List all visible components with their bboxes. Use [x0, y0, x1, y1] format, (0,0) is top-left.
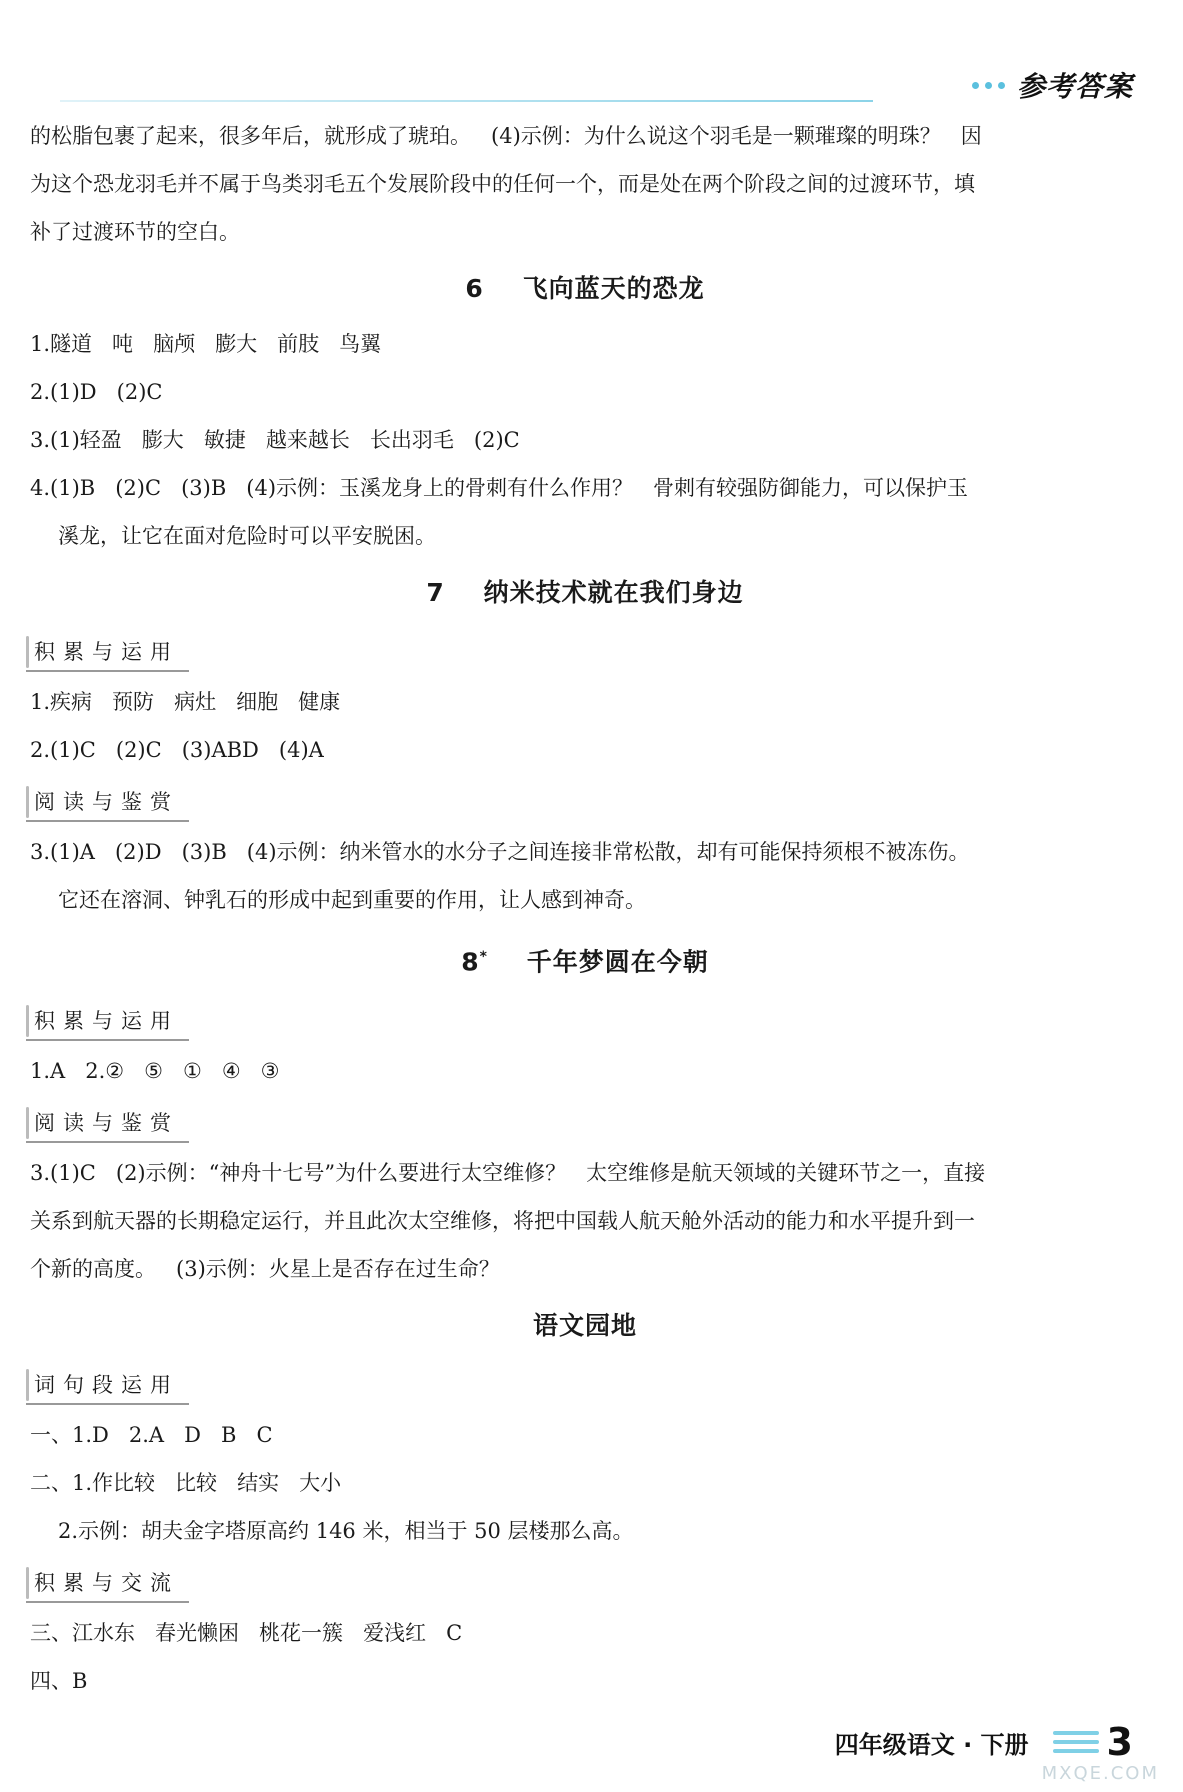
- subsection-tag-row: [30, 624, 1140, 678]
- subsection-tag-row: [30, 774, 1140, 828]
- page-footer: [835, 1722, 1133, 1762]
- header-title: 参考答案: [1016, 70, 1133, 103]
- page-number: 3: [1106, 1720, 1133, 1764]
- section-number: 8: [461, 947, 480, 977]
- subsection-tag: 词句段运用: [26, 1367, 189, 1405]
- answer-line: 个新的高度。 (3)示例：火星上是否存在过生命？: [30, 1257, 500, 1282]
- subsection-tag-row: [30, 1555, 1140, 1609]
- answer-line: 三、江水东 春光懒困 桃花一簇 爱浅红 C: [30, 1621, 463, 1646]
- section-title: 千年梦圆在今朝: [487, 947, 709, 977]
- watermark: MXQE.COM: [1041, 1763, 1159, 1784]
- answer-line: 4.(1)B (2)C (3)B (4)示例：玉溪龙身上的骨刺有什么作用？ 骨刺有较强防御能力，可以保护玉: [30, 476, 969, 500]
- footer-bars-icon: [1053, 1731, 1099, 1753]
- answer-line: 2.(1)D (2)C: [30, 380, 163, 404]
- page-header: [40, 62, 1133, 108]
- answer-line: 二、1.作比较 比较 结实 大小: [30, 1471, 342, 1496]
- section-heading: 7 纳米技术就在我们身边: [426, 578, 744, 607]
- answer-line: 1.疾病 预防 病灶 细胞 健康: [30, 690, 341, 714]
- subsection-tag: 积累与运用: [26, 634, 189, 672]
- section-heading: 语文园地: [532, 1311, 637, 1341]
- answer-line: 2.示例：胡夫金字塔原高约 146 米，相当于 50 层楼那么高。: [58, 1519, 634, 1544]
- answer-line: 四、B: [30, 1669, 88, 1694]
- answer-line: 1.隧道 吨 脑颅 膨大 前肢 鸟翼: [30, 332, 382, 356]
- subsection-tag-row: [30, 1357, 1140, 1411]
- header-dots-icon: [972, 82, 1005, 89]
- subsection-tag: 阅读与鉴赏: [26, 1105, 189, 1143]
- subsection-tag-row: [30, 1095, 1140, 1149]
- answer-line: 2.(1)C (2)C (3)ABD (4)A: [30, 738, 324, 762]
- answer-line: 1.A 2.② ⑤ ① ④ ③: [30, 1059, 280, 1084]
- answer-line: 为这个恐龙羽毛并不属于鸟类羽毛五个发展阶段中的任何一个，而是处在两个阶段之间的过渡环节，填: [30, 172, 975, 196]
- section-heading: [30, 926, 1140, 993]
- subsection-tag-row: [30, 993, 1140, 1047]
- answer-line: 关系到航天器的长期稳定运行，并且此次太空维修，将把中国载人航天舱外活动的能力和水平提升到一: [30, 1209, 975, 1234]
- answer-content: [30, 112, 1140, 1705]
- footer-book-title: 四年级语文 · 下册: [834, 1730, 1029, 1759]
- answer-line: 溪龙，让它在面对危险时可以平安脱困。: [58, 524, 436, 548]
- answer-line: 3.(1)A (2)D (3)B (4)示例：纳米管水的水分子之间连接非常松散，却有可能保持须根不被冻伤。: [30, 840, 970, 864]
- answer-line: 3.(1)轻盈 膨大 敏捷 越来越长 长出羽毛 (2)C: [30, 428, 520, 452]
- section-heading: 6 飞向蓝天的恐龙: [465, 274, 705, 303]
- answer-line: 补了过渡环节的空白。: [30, 220, 240, 244]
- answer-line: 3.(1)C (2)示例：“神舟十七号”为什么要进行太空维修？ 太空维修是航天领域的关键环节之一，直接: [30, 1161, 986, 1186]
- header-rule: [60, 100, 873, 102]
- answer-line: 一、1.D 2.A D B C: [30, 1423, 273, 1448]
- answer-line: 它还在溶洞、钟乳石的形成中起到重要的作用，让人感到神奇。: [58, 888, 646, 912]
- subsection-tag: 积累与运用: [26, 1003, 189, 1041]
- subsection-tag: 阅读与鉴赏: [26, 784, 189, 822]
- subsection-tag: 积累与交流: [26, 1565, 189, 1603]
- optional-mark: *: [479, 949, 488, 965]
- answer-line: 的松脂包裹了起来，很多年后，就形成了琥珀。 (4)示例：为什么说这个羽毛是一颗璀璨的明珠？ 因: [30, 124, 982, 148]
